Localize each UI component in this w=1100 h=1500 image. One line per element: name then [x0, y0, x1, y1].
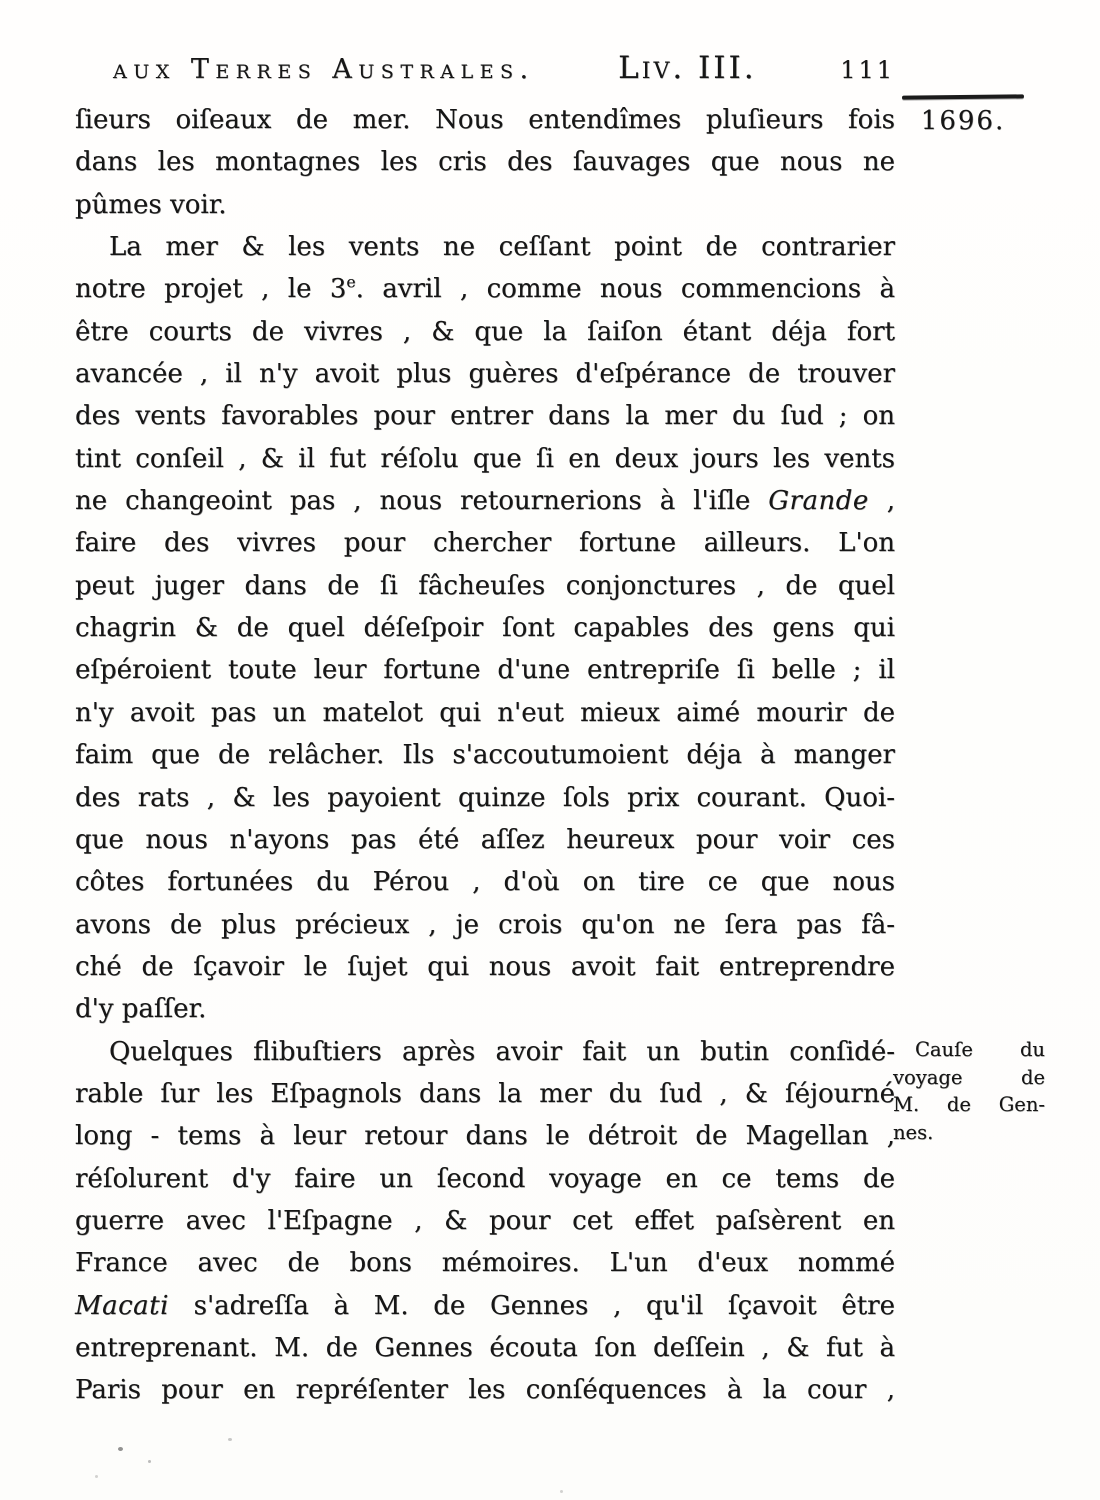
text-line: d'y paſſer. — [75, 994, 207, 1025]
side-note-line: nes. — [893, 1120, 934, 1144]
text-line: pûmes voir. — [75, 189, 227, 220]
text-line: long - tems à leur retour dans le détroit de Magellan , — [75, 1121, 895, 1152]
text-line: Quelques flibuſtiers après avoir fait un butin conſidé- — [109, 1036, 895, 1067]
header-book-number: Liv. III. — [618, 50, 757, 86]
header-page-number: 111 — [840, 56, 895, 84]
text-line: réſolurent d'y faire un ſecond voyage en ce tems de — [75, 1163, 895, 1194]
text-line: tint conſeil , & il fut réſolu que ſi en deux jours les vents — [75, 443, 895, 474]
text-line: ché de ſçavoir le ſujet qui nous avoit fait entreprendre — [75, 951, 895, 982]
text-line: des vents favorables pour entrer dans la mer du ſud ; on — [75, 401, 895, 432]
side-note-line: voyage de — [893, 1065, 1045, 1089]
text-line: rable ſur les Eſpagnols dans la mer du ſud , & ſéjourné — [75, 1078, 895, 1109]
margin-year-label: 1696. — [920, 106, 1006, 136]
text-line: faim que de relâcher. Ils s'accoutumoient déja à manger — [75, 740, 895, 771]
text-line: ne changeoint pas , nous retournerions à l'iſle Grande , — [75, 486, 896, 517]
text-line: côtes fortunées du Pérou , d'où on tire ce que nous — [75, 867, 895, 898]
scan-speck — [560, 1490, 563, 1493]
text-line: des rats , & les payoient quinze ſols prix courant. Quoi- — [75, 782, 895, 813]
running-header — [75, 50, 895, 86]
text-line: Macati s'adreſſa à M. de Gennes , qu'il ſçavoit être — [75, 1290, 895, 1321]
scan-speck — [95, 1475, 98, 1478]
scan-speck — [228, 1438, 232, 1441]
text-line: entreprenant. M. de Gennes écouta ſon deſſein , & fut à — [75, 1332, 895, 1363]
text-line: faire des vivres pour chercher fortune ailleurs. L'on — [75, 528, 895, 559]
side-note-line: Cauſe du — [915, 1038, 1045, 1061]
header-title: aux Terres Australes. — [113, 54, 535, 85]
text-line: avons de plus précieux , je crois qu'on ne ſera pas fâ- — [75, 909, 895, 940]
text-body — [75, 99, 895, 1412]
text-line: guerre avec l'Eſpagne , & pour cet effet paſsèrent en — [75, 1205, 895, 1236]
text-line: La mer & les vents ne ceſſant point de contrarier — [109, 232, 895, 263]
side-note-line: M. de Gen- — [893, 1093, 1045, 1116]
text-line: chagrin & de quel déſeſpoir ſont capables des gens qui — [75, 613, 895, 644]
text-line: peut juger dans de ſi fâcheuſes conjonctures , de quel — [75, 570, 895, 601]
margin-year-block — [902, 95, 1024, 136]
text-line: Paris pour en repréſenter les conſéquences à la cour , — [75, 1375, 895, 1406]
text-line: notre projet , le 3e. avril , comme nous commencions à — [75, 273, 895, 305]
margin-rule — [902, 94, 1024, 99]
text-line: que nous n'ayons pas été aſſez heureux pour voir ces — [75, 824, 895, 855]
side-note — [893, 1036, 1045, 1146]
text-line: dans les montagnes les cris des ſauvages que nous ne — [75, 147, 895, 178]
text-line: ſieurs oiſeaux de mer. Nous entendîmes pluſieurs fois — [75, 105, 895, 135]
scan-speck — [118, 1447, 123, 1451]
text-line: eſpéroient toute leur fortune d'une entrepriſe ſi belle ; il — [75, 655, 895, 686]
scan-speck — [148, 1460, 151, 1463]
text-line: être courts de vivres , & que la ſaiſon étant déja fort — [75, 316, 895, 347]
text-line: n'y avoit pas un matelot qui n'eut mieux aimé mourir de — [75, 697, 895, 728]
text-line: avancée , il n'y avoit plus guères d'eſpérance de trouver — [75, 359, 895, 390]
text-line: France avec de bons mémoires. L'un d'eux nommé — [75, 1248, 895, 1279]
